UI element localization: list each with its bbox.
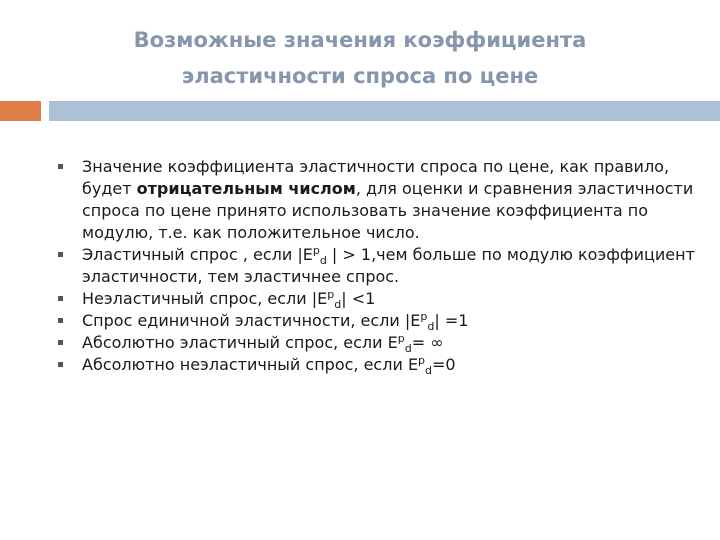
bullet-item — [58, 244, 708, 288]
accent-bar — [0, 101, 41, 121]
bullet-item — [58, 354, 708, 376]
bullet-text: = ∞ — [411, 333, 444, 352]
formula-superscript: p — [420, 310, 428, 323]
slide-title — [60, 22, 660, 94]
bullet-marker-icon — [58, 252, 63, 257]
slide-title-line-2: эластичности спроса по цене — [181, 64, 539, 88]
bullet-item — [58, 288, 708, 310]
slide-title-line-1: Возможные значения коэффициента — [133, 28, 587, 52]
formula-superscript: p — [327, 288, 335, 301]
bullet-text: Неэластичный спрос, если |E — [82, 289, 328, 308]
formula-superscript: p — [397, 332, 405, 345]
bullet-item — [58, 332, 708, 354]
bullet-marker-icon — [58, 164, 63, 169]
bullet-text: Спрос единичной эластичности, если |E — [82, 311, 421, 330]
formula-subscript: d — [334, 298, 342, 311]
bullet-text: , для оценки и сравнения эластичности спроса по цене принято использовать значение коэффициента по модулю, т.е. как положительное число. — [82, 179, 694, 242]
bullet-item — [58, 310, 708, 332]
formula-superscript: p — [418, 354, 426, 367]
bullet-marker-icon — [58, 340, 63, 345]
bullet-text: =0 — [432, 355, 456, 374]
bullet-list — [58, 156, 708, 376]
bullet-text: | =1 — [434, 311, 469, 330]
bullet-text: Абсолютно эластичный спрос, если E — [82, 333, 398, 352]
formula-subscript: d — [427, 320, 435, 333]
formula-subscript: d — [319, 254, 327, 267]
bullet-text: Эластичный спрос , если |E — [82, 245, 313, 264]
formula-subscript: d — [404, 342, 412, 355]
divider-bar — [49, 101, 720, 121]
bullet-bold-text: отрицательным числом — [136, 179, 356, 198]
bullet-text: | <1 — [341, 289, 376, 308]
bullet-text: Абсолютно неэластичный спрос, если E — [82, 355, 419, 374]
bullet-text: Значение коэффициента эластичности спроса по цене, как правило, будет — [82, 157, 670, 198]
bullet-marker-icon — [58, 318, 63, 323]
bullet-marker-icon — [58, 296, 63, 301]
formula-subscript: d — [425, 364, 433, 377]
bullet-text: | > 1,чем больше по модулю коэффициент эластичности, тем эластичнее спрос. — [82, 245, 695, 286]
bullet-item — [58, 156, 708, 244]
bullet-marker-icon — [58, 362, 63, 367]
formula-superscript: p — [312, 244, 320, 257]
